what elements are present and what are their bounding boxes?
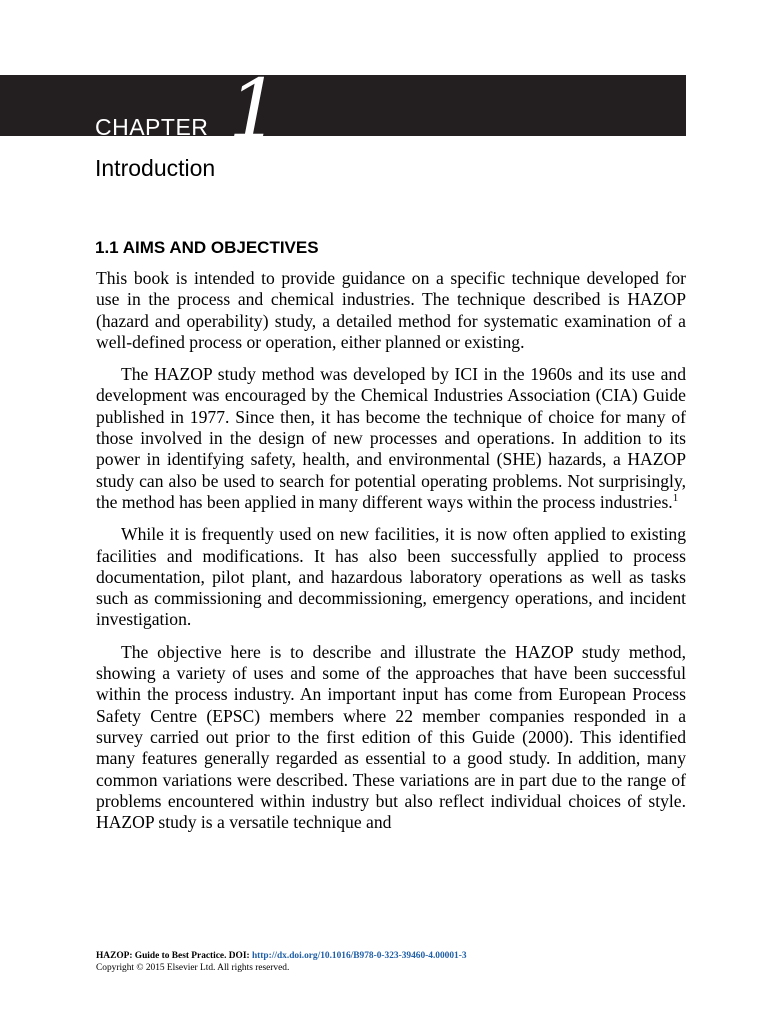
citation-text: HAZOP: Guide to Best Practice. DOI: xyxy=(96,951,250,961)
paragraph: This book is intended to provide guidance on a specific technique developed for use in the process and chemical industries. The technique described is HAZOP (hazard and operability) study, a detailed method for systematic examination of a well-defined process or operation, either planned or existing. xyxy=(96,268,686,352)
footnote-marker[interactable]: 1 xyxy=(672,492,679,505)
section-heading: 1.1 AIMS AND OBJECTIVES xyxy=(95,238,319,257)
paragraph xyxy=(96,364,686,513)
paragraph: While it is frequently used on new facilities, it is now often applied to existing facilities and modifications. It has also been successfully applied to process documentation, pilot plant, and hazardous laboratory operations as well as tasks such as commissioning and decommissioning, emergency operations, and incident investigation. xyxy=(96,524,686,630)
chapter-title: Introduction xyxy=(95,155,216,181)
doi-link[interactable]: http://dx.doi.org/10.1016/B978-0-323-39460-4.00001-3 xyxy=(251,951,467,961)
paragraph-text: The HAZOP study method was developed by ICI in the 1960s and its use and development was encouraged by the Chemical Industries Association (CIA) Guide published in 1977. Since then, it has become the technique of choice for many of those involved in the design of new processes and operations. In addition to its power in identifying safety, health, and environmental (SHE) hazards, a HAZOP study can also be used to search for potential operating problems. Not surprisingly, the method has been applied in many different ways within the process industries. xyxy=(96,364,686,512)
citation-line xyxy=(96,950,467,962)
chapter-label: CHAPTER xyxy=(95,114,209,140)
copyright-notice: Copyright © 2015 Elsevier Ltd. All rights reserved. xyxy=(96,963,290,973)
chapter-number: 1 xyxy=(228,63,281,158)
body-text xyxy=(96,268,686,833)
page-footer xyxy=(96,950,467,974)
paragraph: The objective here is to describe and illustrate the HAZOP study method, showing a variety of uses and some of the approaches that have been successful within the process industry. An important input has come from European Process Safety Centre (EPSC) members where 22 member companies responded in a survey carried out prior to the first edition of this Guide (2000). This identified many features generally regarded as essential to a good study. In addition, many common variations were described. These variations are in part due to the range of problems encountered within industry but also reflect individual choices of style. HAZOP study is a versatile technique and xyxy=(96,641,686,833)
